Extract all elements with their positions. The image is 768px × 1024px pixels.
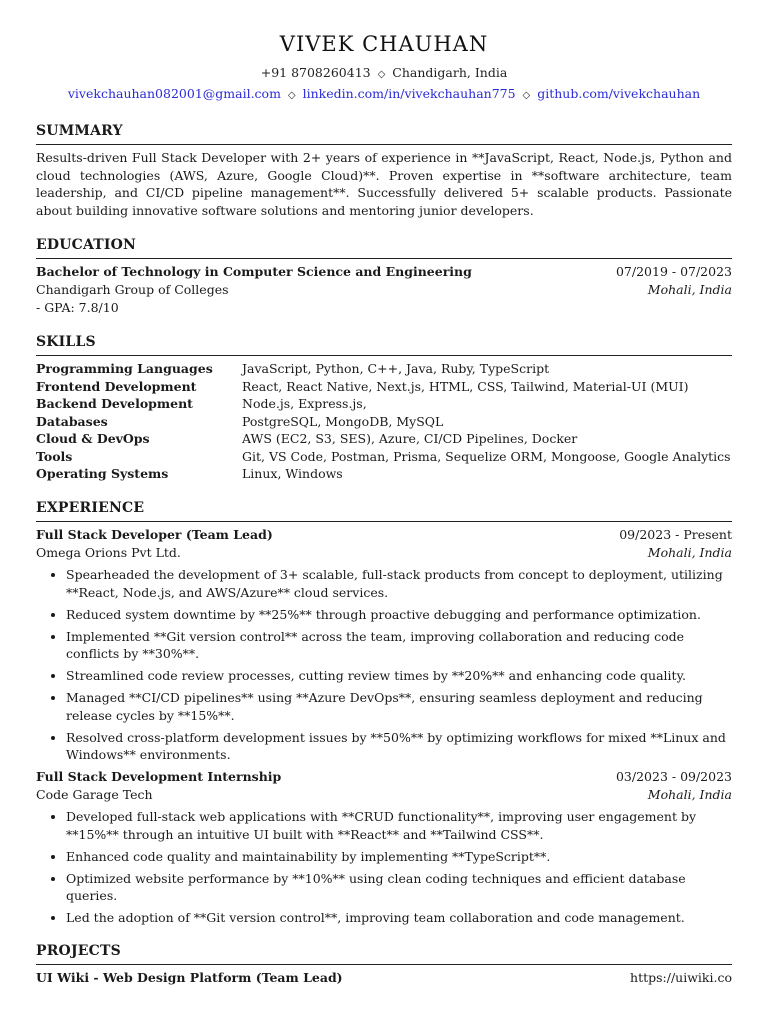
experience-section	[36, 500, 732, 931]
jobs-list	[36, 526, 732, 927]
education-school-row	[36, 281, 732, 299]
job-company-row	[36, 786, 732, 804]
skill-category: Cloud & DevOps	[36, 431, 150, 446]
degree-title: Bachelor of Technology in Computer Science and Engineering	[36, 264, 472, 279]
projects-list	[36, 969, 732, 987]
github-link[interactable]: github.com/vivekchauhan	[537, 86, 701, 101]
bullet-item: • Spearheaded the development of 3+ scalable, full-stack products from concept to deployment, utilizing **React, Node.js, and AWS/Azure** cloud services.	[66, 566, 732, 601]
job-dates: 03/2023 - 09/2023	[615, 769, 732, 784]
job-role: Full Stack Development Internship	[36, 769, 282, 784]
education-gpa-row	[36, 299, 732, 317]
email-link[interactable]: vivekchauhan082001@gmail.com	[67, 86, 281, 101]
job-entry	[36, 526, 732, 764]
education-section	[36, 237, 732, 317]
project-name: UI Wiki - Web Design Platform (Team Lead)	[36, 970, 343, 985]
job-header-row	[36, 768, 732, 786]
skills-list	[36, 360, 732, 483]
section-title-projects: PROJECTS	[36, 943, 732, 965]
job-location: Mohali, India	[647, 787, 732, 802]
skill-category: Tools	[36, 448, 73, 464]
bullet-item: • Managed **CI/CD pipelines** using **Azure DevOps**, ensuring seamless deployment and reducing release cycles by **15%**.	[66, 689, 732, 724]
skill-value: Node.js, Express.js,	[242, 396, 367, 411]
skill-category: Databases	[36, 413, 108, 429]
section-title-education: EDUCATION	[36, 237, 732, 259]
gpa-text: - GPA: 7.8/10	[36, 300, 119, 315]
skill-category: Programming Languages	[36, 361, 213, 376]
job-bullets	[36, 566, 732, 764]
bullet-item: • Streamlined code review processes, cutting review times by **20%** and enhancing code quality.	[66, 667, 732, 685]
skill-value: PostgreSQL, MongoDB, MySQL	[242, 413, 444, 429]
job-company-row	[36, 544, 732, 562]
bullet-item: • Developed full-stack web applications with **CRUD functionality**, improving user engagement by **15%** through an intuitive UI built with **React** and **Tailwind CSS**.	[66, 808, 732, 843]
job-location: Mohali, India	[647, 545, 732, 560]
bullet-item: • Reduced system downtime by **25%** through proactive debugging and performance optimization.	[66, 606, 732, 624]
project-row	[36, 969, 732, 987]
skill-row	[36, 360, 732, 378]
skill-row	[36, 465, 732, 483]
skill-value: AWS (EC2, S3, SES), Azure, CI/CD Pipelines, Docker	[242, 431, 578, 446]
skill-value: JavaScript, Python, C++, Java, Ruby, TypeScript	[242, 361, 550, 376]
summary-section	[36, 123, 732, 219]
skill-category: Operating Systems	[36, 466, 169, 481]
section-title-summary: SUMMARY	[36, 123, 732, 145]
skill-row	[36, 448, 732, 466]
job-company: Omega Orions Pvt Ltd.	[36, 545, 181, 560]
bullet-item: • Implemented **Git version control** across the team, improving collaboration and reducing code conflicts by **30%**.	[66, 628, 732, 663]
project-url[interactable]: https://uiwiki.co	[630, 970, 732, 985]
job-role: Full Stack Developer (Team Lead)	[36, 527, 273, 542]
candidate-name: VIVEK CHAUHAN	[279, 32, 489, 56]
skill-row	[36, 395, 732, 413]
section-title-experience: EXPERIENCE	[36, 500, 732, 522]
skill-value: React, React Native, Next.js, HTML, CSS, Tailwind, Material-UI (MUI)	[242, 378, 689, 394]
separator-icon: ◇	[377, 69, 386, 80]
separator-icon: ◇	[287, 90, 296, 101]
skill-value: Git, VS Code, Postman, Prisma, Sequelize ORM, Mongoose, Google Analytics	[242, 448, 731, 464]
links-line	[0, 86, 768, 101]
skill-value: Linux, Windows	[242, 466, 343, 481]
summary-text: Results-driven Full Stack Developer with 2+ years of experience in **JavaScript, React, Node.js, Python and cloud technologies (AWS, Azure, Google Cloud)**. Proven expertise in **software architecture, team leadership, and CI/CD pipeline management**. Successfully delivered 5+ scalable products. Passionate about building innovative software solutions and mentoring junior developers.	[36, 150, 732, 218]
job-entry	[36, 768, 732, 927]
projects-section	[36, 943, 732, 987]
bullet-item: • Optimized website performance by **10%** using clean coding techniques and efficient database queries.	[66, 870, 732, 905]
school-location: Mohali, India	[647, 282, 732, 297]
education-dates: 07/2019 - 07/2023	[615, 264, 732, 279]
job-company: Code Garage Tech	[36, 787, 153, 802]
phone-text: +91 8708260413	[260, 65, 371, 80]
bullet-item: • Enhanced code quality and maintainability by implementing **TypeScript**.	[66, 848, 732, 866]
separator-icon: ◇	[522, 90, 531, 101]
skill-category: Backend Development	[36, 396, 193, 411]
skills-section	[36, 334, 732, 483]
location-text: Chandigarh, India	[392, 65, 508, 80]
skill-row	[36, 378, 732, 396]
skill-category: Frontend Development	[36, 378, 197, 394]
bullet-item: • Resolved cross-platform development issues by **50%** by optimizing workflows for mixed **Linux and Windows** environments.	[66, 729, 732, 764]
job-dates: 09/2023 - Present	[619, 527, 732, 542]
section-title-skills: SKILLS	[36, 334, 732, 356]
school-name: Chandigarh Group of Colleges	[36, 282, 229, 297]
education-header-row	[36, 263, 732, 281]
contact-line	[0, 65, 768, 80]
job-header-row	[36, 526, 732, 544]
job-bullets	[36, 808, 732, 927]
bullet-item: • Led the adoption of **Git version control**, improving team collaboration and code management.	[66, 909, 732, 927]
linkedin-link[interactable]: linkedin.com/in/vivekchauhan775	[302, 86, 516, 101]
skill-row	[36, 413, 732, 431]
skill-row	[36, 430, 732, 448]
